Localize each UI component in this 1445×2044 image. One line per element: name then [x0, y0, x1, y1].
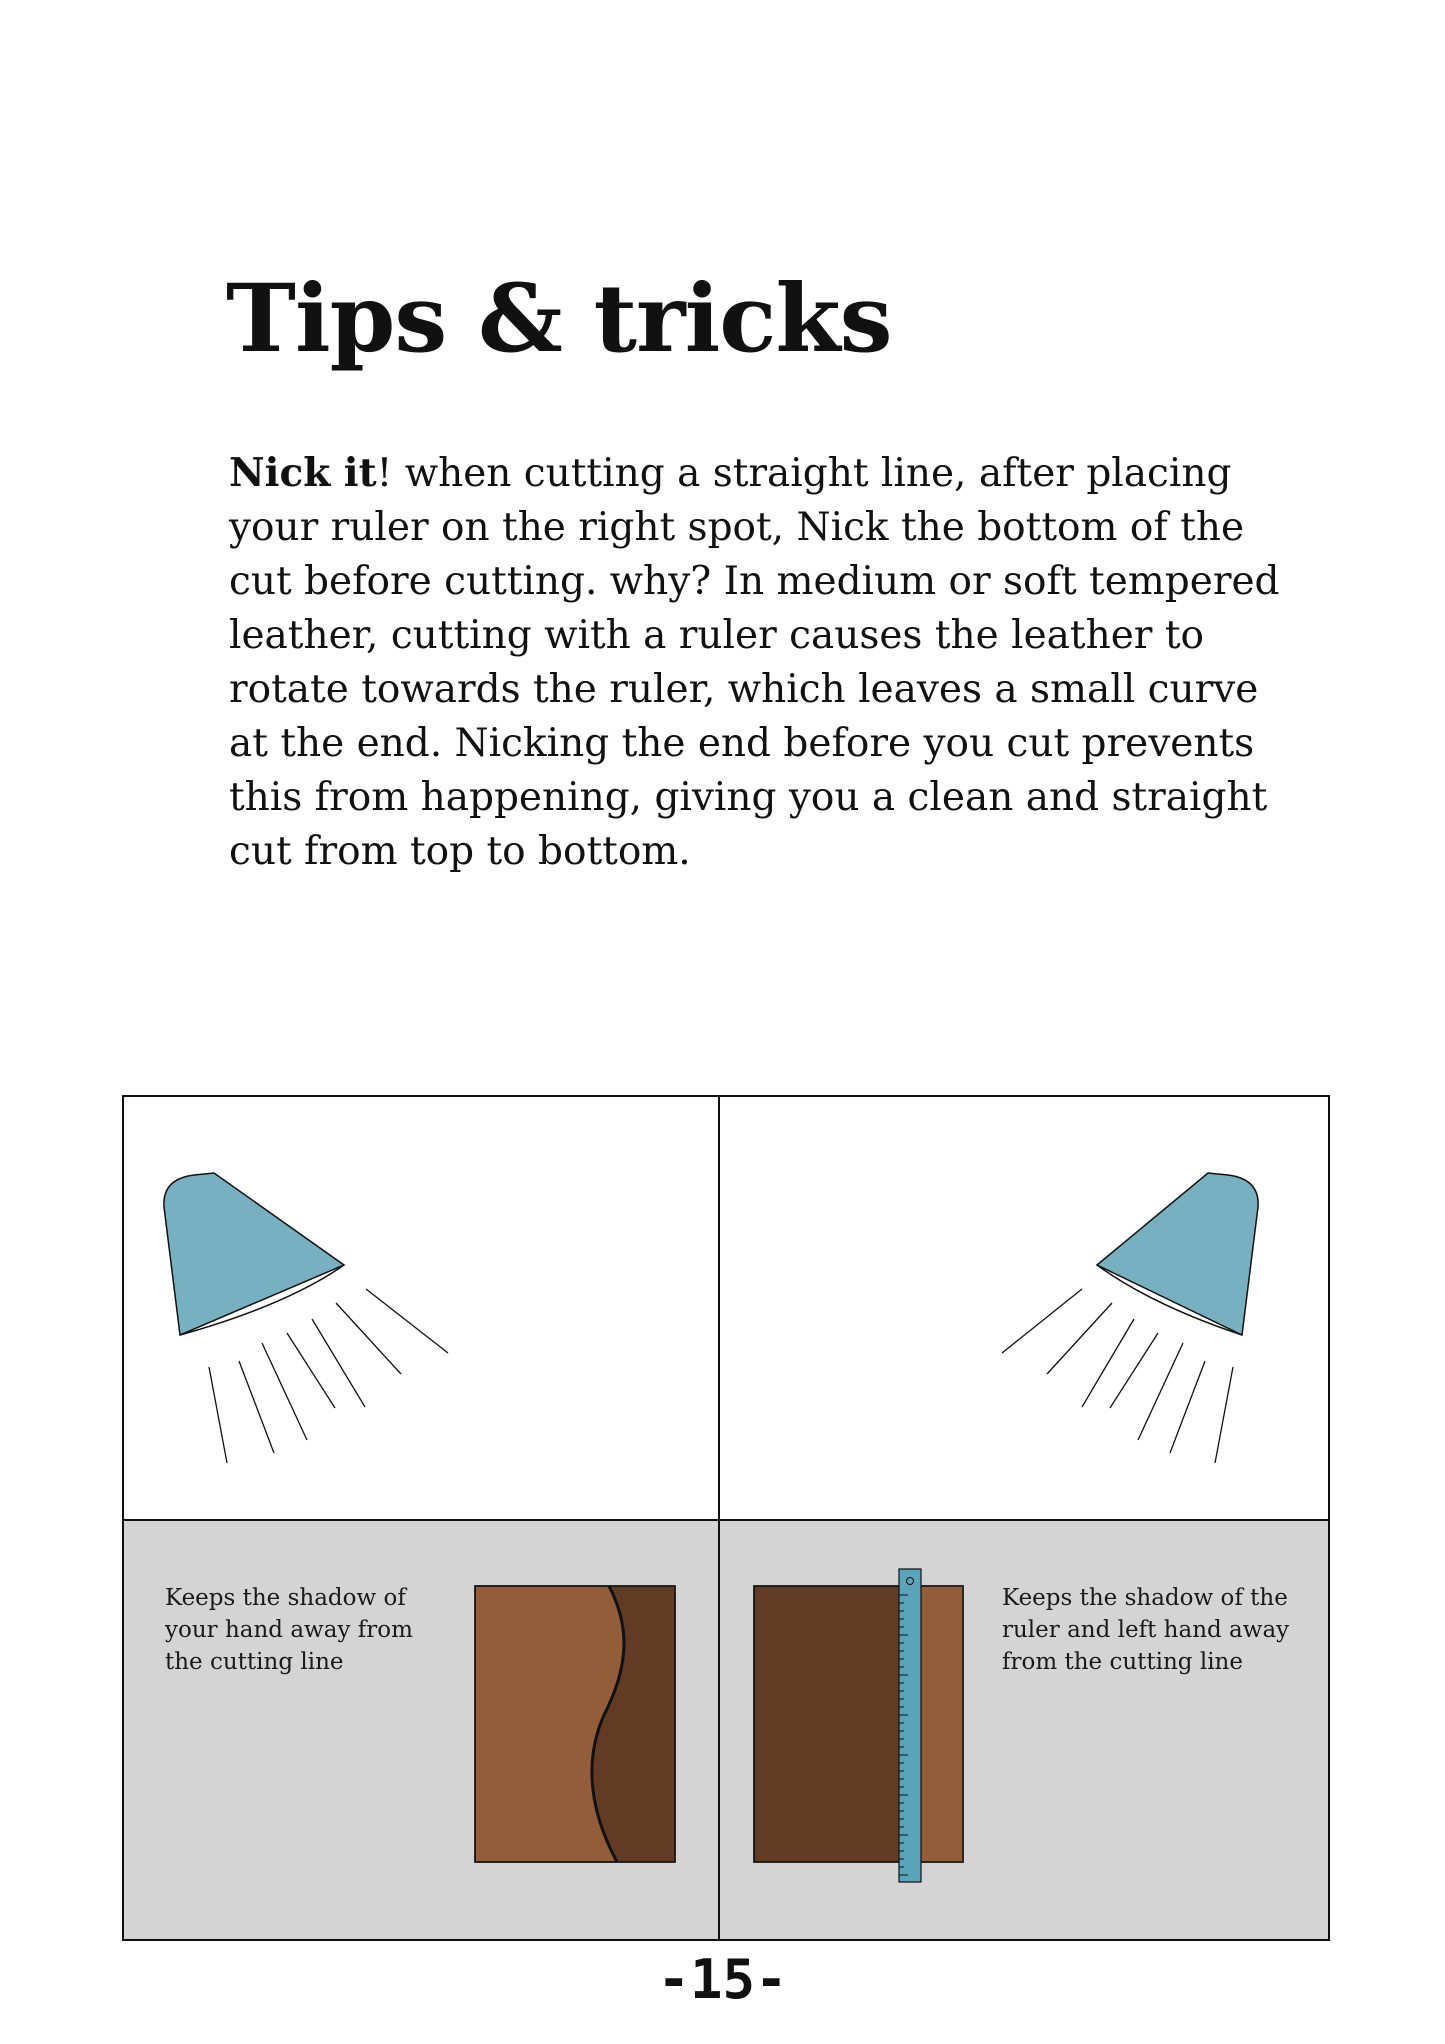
ruler-icon — [899, 1569, 921, 1882]
page-title: Tips & tricks — [226, 264, 892, 374]
leather-piece-curved-cut — [475, 1586, 675, 1862]
body-text: ! when cutting a straight line, after placing your ruler on the right spot, Nick the bottom of the cut before cutting. why? In medium or soft tempered leather, cutting with a ruler causes the leather to rotate towards the ruler, which leaves a small curve at the end. Nicking the end before you cut prevents this from happening, giving you a clean and straight cut from top to bottom. — [229, 451, 1280, 874]
page-number: -15- — [657, 1948, 788, 2011]
body-lead: Nick it — [229, 450, 377, 496]
body-paragraph — [229, 446, 1289, 879]
caption-left: Keeps the shadow of your hand away from the cutting line — [165, 1585, 413, 1675]
lighting-diagram — [122, 1095, 1330, 1941]
caption-right: Keeps the shadow of the ruler and left hand away from the cutting line — [1002, 1585, 1290, 1675]
leather-piece-straight-cut — [754, 1586, 963, 1862]
